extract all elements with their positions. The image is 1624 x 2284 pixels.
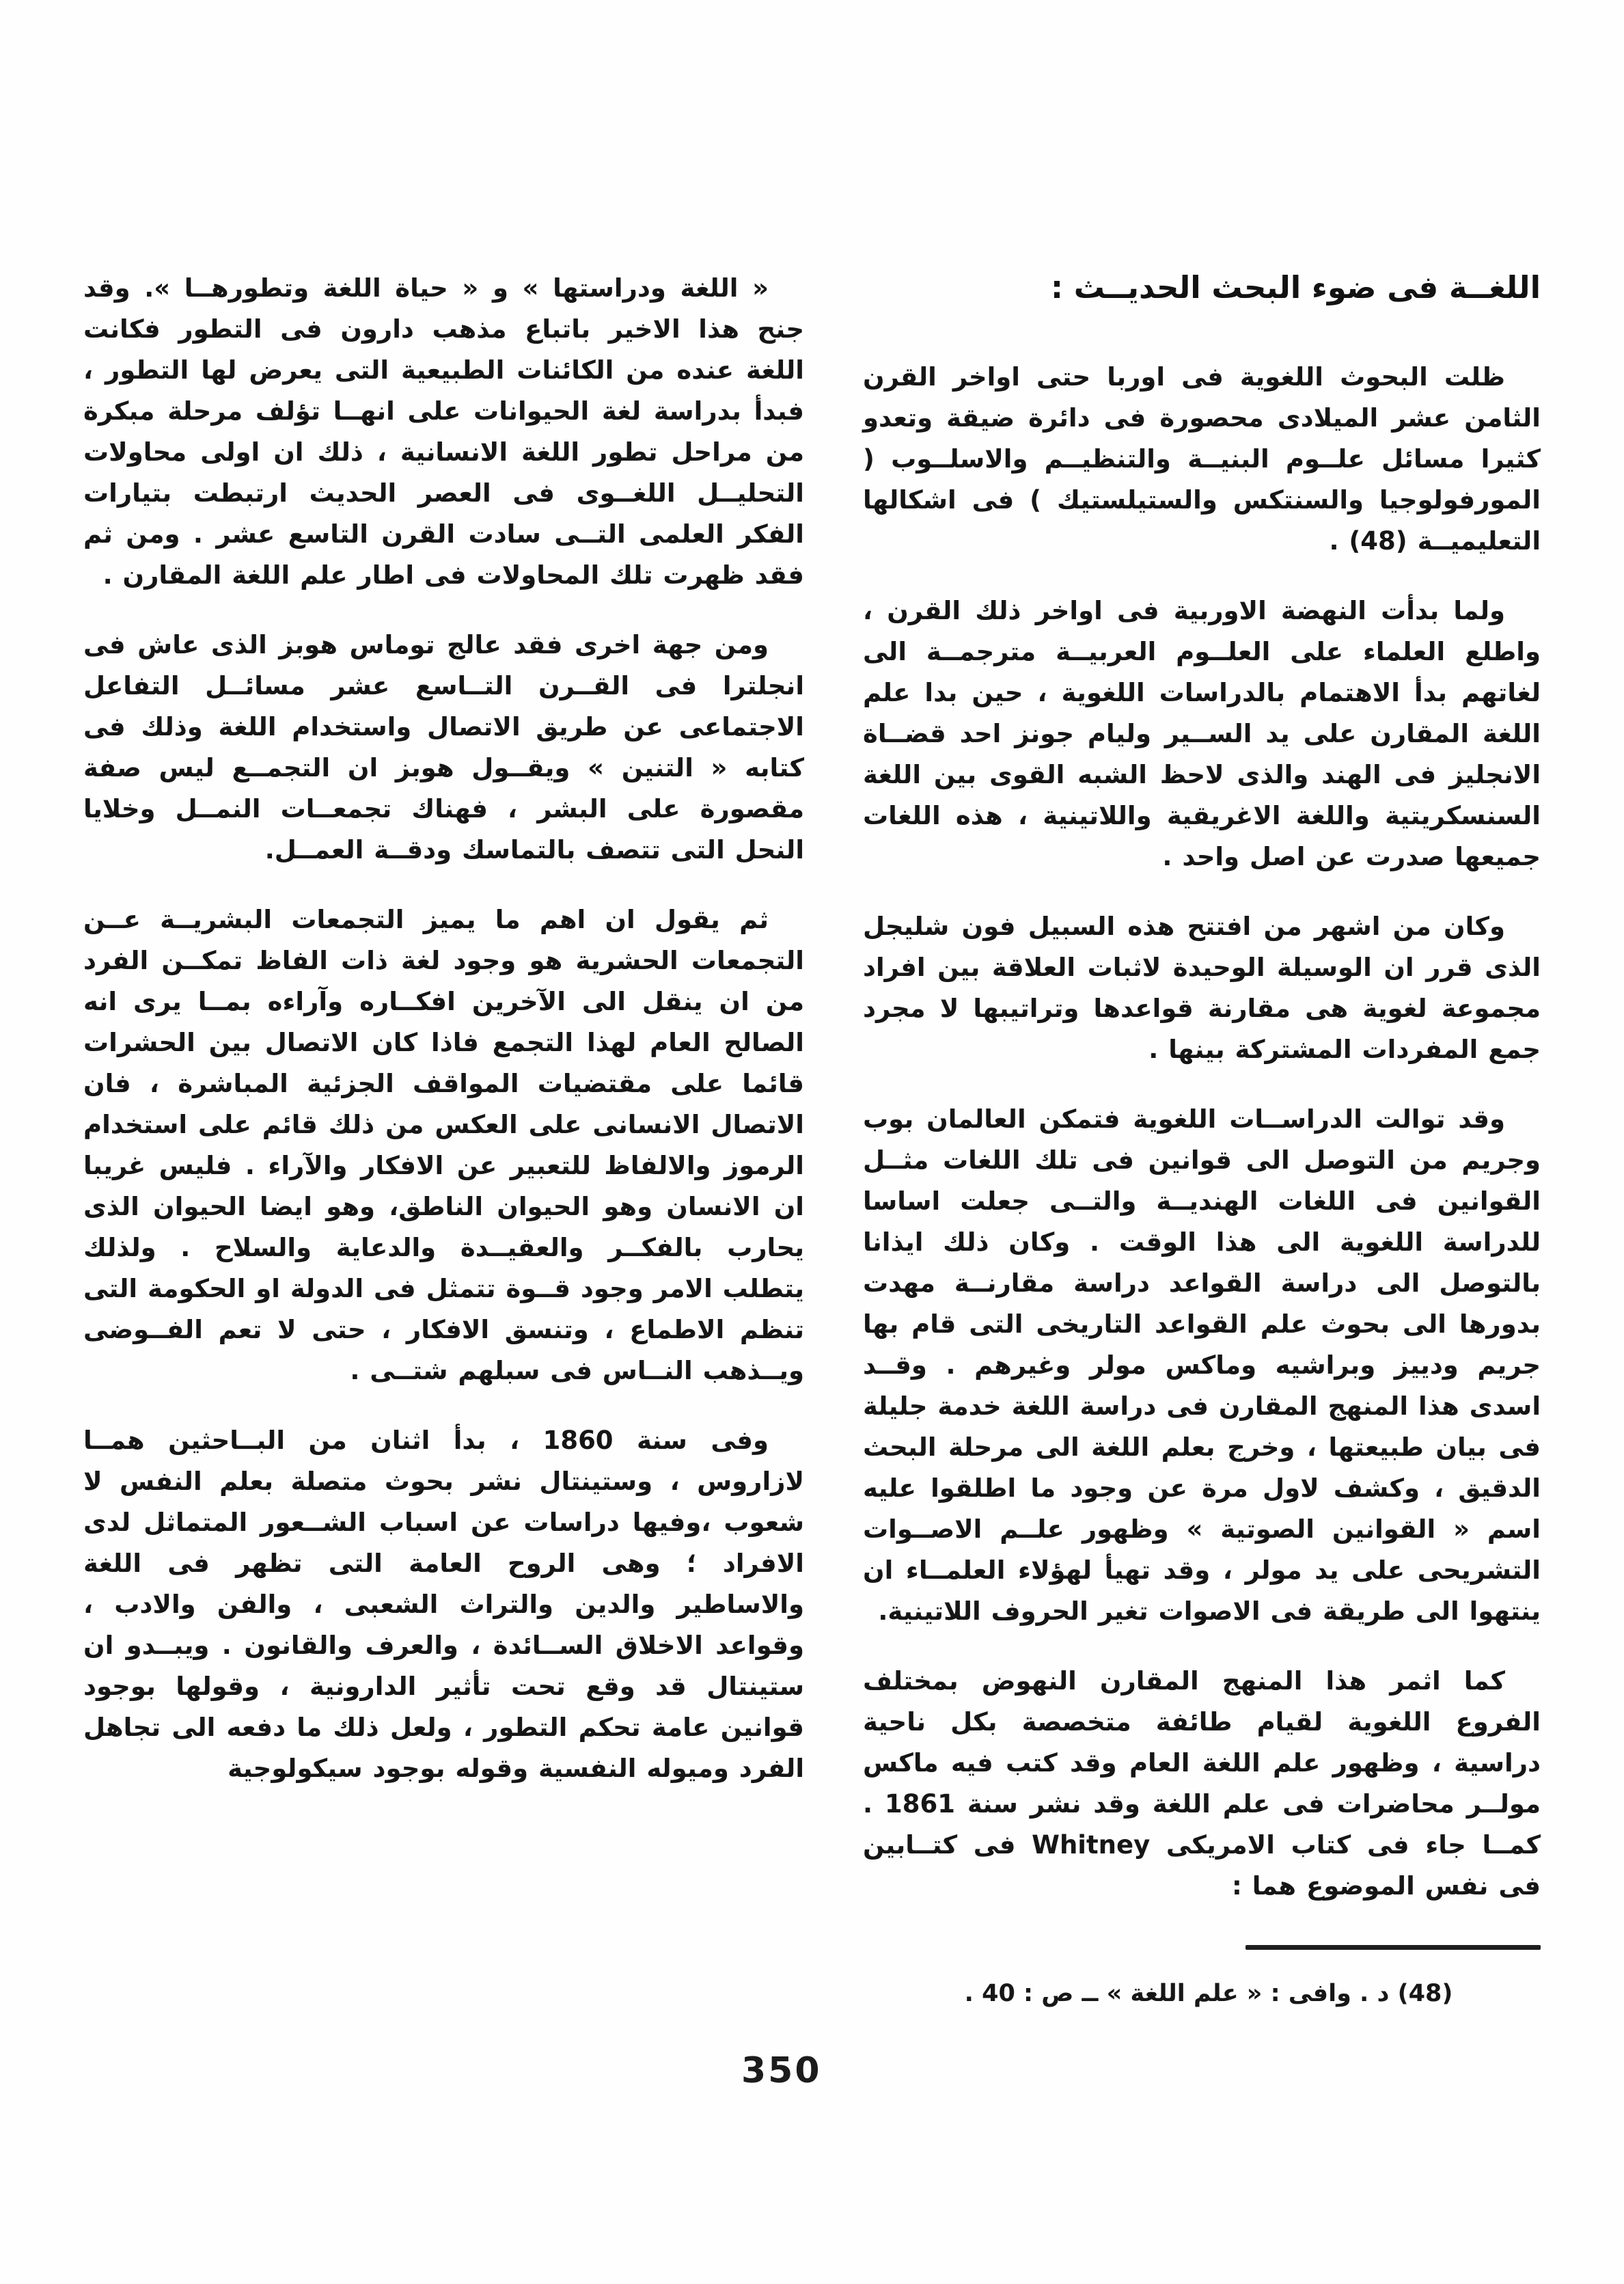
section-heading: اللغــة فى ضوء البحث الحديــث :	[1051, 269, 1541, 305]
paragraph: ومن جهة اخرى فقد عالج توماس هوبز الذى عاش فى انجلترا فى القــرن التــاسع عشر مسائــل التفاعل الاجتماعى عن طريق الاتصال واستخدام اللغة وذلك فى كتابه « التنين » ويقــول هوبز ان التجمــع ليس صفة مقصورة على البشر ، فهناك تجمعــات النمــل وخلايا النحل التى تتصف بالتماسك ودقــة العمــل.	[83, 630, 804, 865]
footnote: (48) د . وافى : « علم اللغة » ــ ص : 40 .	[964, 1980, 1453, 2007]
paragraph: كما اثمر هذا المنهج المقارن النهوض بمختلف الفروع اللغوية لقيام طائفة متخصصة بكل ناحية دراسية ، وظهور علم اللغة العام وقد كتب فيه ماكس مولــر محاضرات فى علم اللغة وقد نشر سنة 1861 . كمــا جاء فى كتاب الامريكى Whitney فى كتــابين فى نفس الموضوع هما :	[863, 1666, 1541, 1901]
right-column-paragraphs	[863, 357, 1541, 1907]
right-column	[863, 268, 1541, 2011]
text-columns	[83, 268, 1541, 2011]
paragraph: ولما بدأت النهضة الاوربية فى اواخر ذلك القرن ، واطلع العلماء على العلــوم العربيــة مترجمــة الى لغاتهم بدأ الاهتمام بالدراسات اللغوية ، حين بدا علم اللغة المقارن على يد الســير وليام جونز احد قضــاة الانجليز فى الهند والذى لاحظ الشبه القوى بين اللغة السنسكريتية واللغة الاغريقية واللاتينية ، هذه اللغات جميعها صدرت عن اصل واحد .	[863, 596, 1541, 871]
paragraph: ظلت البحوث اللغوية فى اوربا حتى اواخر القرن الثامن عشر الميلادى محصورة فى دائرة ضيقة وتعدو كثيرا مسائل علــوم البنيــة والتنظيــم والاسلــوب ( المورفولوجيا والسنتكس والستيلستيك ) فى اشكالها التعليميــة (48) .	[863, 362, 1541, 556]
paragraph: « اللغة ودراستها » و « حياة اللغة وتطورهــا ». وقد جنح هذا الاخير باتباع مذهب دارون فى التطور فكانت اللغة عنده من الكائنات الطبيعية التى يعرض لها التطور ، فبدأ بدراسة لغة الحيوانات على انهــا تؤلف مرحلة مبكرة من مراحل تطور اللغة الانسانية ، ذلك ان اولى محاولات التحليــل اللغــوى فى العصر الحديث ارتبطت بتيارات الفكر العلمى التــى سادت القرن التاسع عشر . ومن ثم فقد ظهرت تلك المحاولات فى اطار علم اللغة المقارن .	[83, 273, 804, 590]
paragraph: وقد توالت الدراســات اللغوية فتمكن العالمان بوب وجريم من التوصل الى قوانين فى تلك اللغات مثــل القوانين فى اللغات الهنديــة والتــى جعلت اساسا للدراسة اللغوية الى هذا الوقت . وكان ذلك ايذانا بالتوصل الى دراسة القواعد دراسة مقارنــة مهدت بدورها الى بحوث علم القواعد التاريخى التى قام بها جريم ودييز وبراشيه وماكس مولر وغيرهم . وقــد اسدى هذا المنهج المقارن فى دراسة اللغة خدمة جليلة فى بيان طبيعتها ، وخرج بعلم اللغة الى مرحلة البحث الدقيق ، وكشف لاول مرة عن وجود ما اطلقوا عليه اسم « القوانين الصوتية » وظهور علــم الاصــوات التشريحى على يد مولر ، وقد تهيأ لهؤلاء العلمــاء ان ينتهوا الى طريقة فى الاصوات تغير الحروف اللاتينية.	[863, 1104, 1541, 1626]
left-column	[83, 268, 804, 1789]
page-number: 350	[741, 2050, 822, 2091]
paragraph: ثم يقول ان اهم ما يميز التجمعات البشريــة عــن التجمعات الحشرية هو وجود لغة ذات الفاظ تمكــن الفرد من ان ينقل الى الآخرين افكــاره وآراءه بمــا يرى انه الصالح العام لهذا التجمع فاذا كان الاتصال بين الحشرات قائما على مقتضيات المواقف الجزئية المباشرة ، فان الاتصال الانسانى على العكس من ذلك قائم على استخدام الرموز والالفاظ للتعبير عن الافكار والآراء . فليس غريبا ان الانسان وهو الحيوان الناطق، وهو ايضا الحيوان الذى يحارب بالفكــر والعقيــدة والدعاية والسلاح . ولذلك يتطلب الامر وجود قــوة تتمثل فى الدولة او الحكومة التى تنظم الاطماع ، وتنسق الافكار ، حتى لا تعم الفــوضى ويــذهب النــاس فى سبلهم شتــى .	[83, 905, 804, 1385]
paragraph: وفى سنة 1860 ، بدأ اثنان من البــاحثين همــا لازاروس ، وستينتال نشر بحوث متصلة بعلم النفس لا شعوب ،وفيها دراسات عن اسباب الشــعور المتماثل لدى الافراد ؛ وهى الروح العامة التى تظهر فى اللغة والاساطير والدين والتراث الشعبى ، والفن والادب ، وقواعد الاخلاق الســائدة ، والعرف والقانون . ويبــدو ان ستينتال قد وقع تحت تأثير الدارونية ، وقولها بوجود قوانين عامة تحكم التطور ، ولعل ذلك ما دفعه الى تجاهل الفرد وميوله النفسية وقوله بوجود سيكولوجية	[83, 1426, 804, 1783]
footnote-separator-rule	[1245, 1945, 1541, 1950]
paragraph: وكان من اشهر من افتتح هذه السبيل فون شليجل الذى قرر ان الوسيلة الوحيدة لاثبات العلاقة بين افراد مجموعة لغوية هى مقارنة قواعدها وتراتيبها لا مجرد جمع المفردات المشتركة بينها .	[863, 912, 1541, 1064]
left-column-paragraphs	[83, 268, 804, 1789]
footnote-area	[863, 1940, 1541, 2011]
